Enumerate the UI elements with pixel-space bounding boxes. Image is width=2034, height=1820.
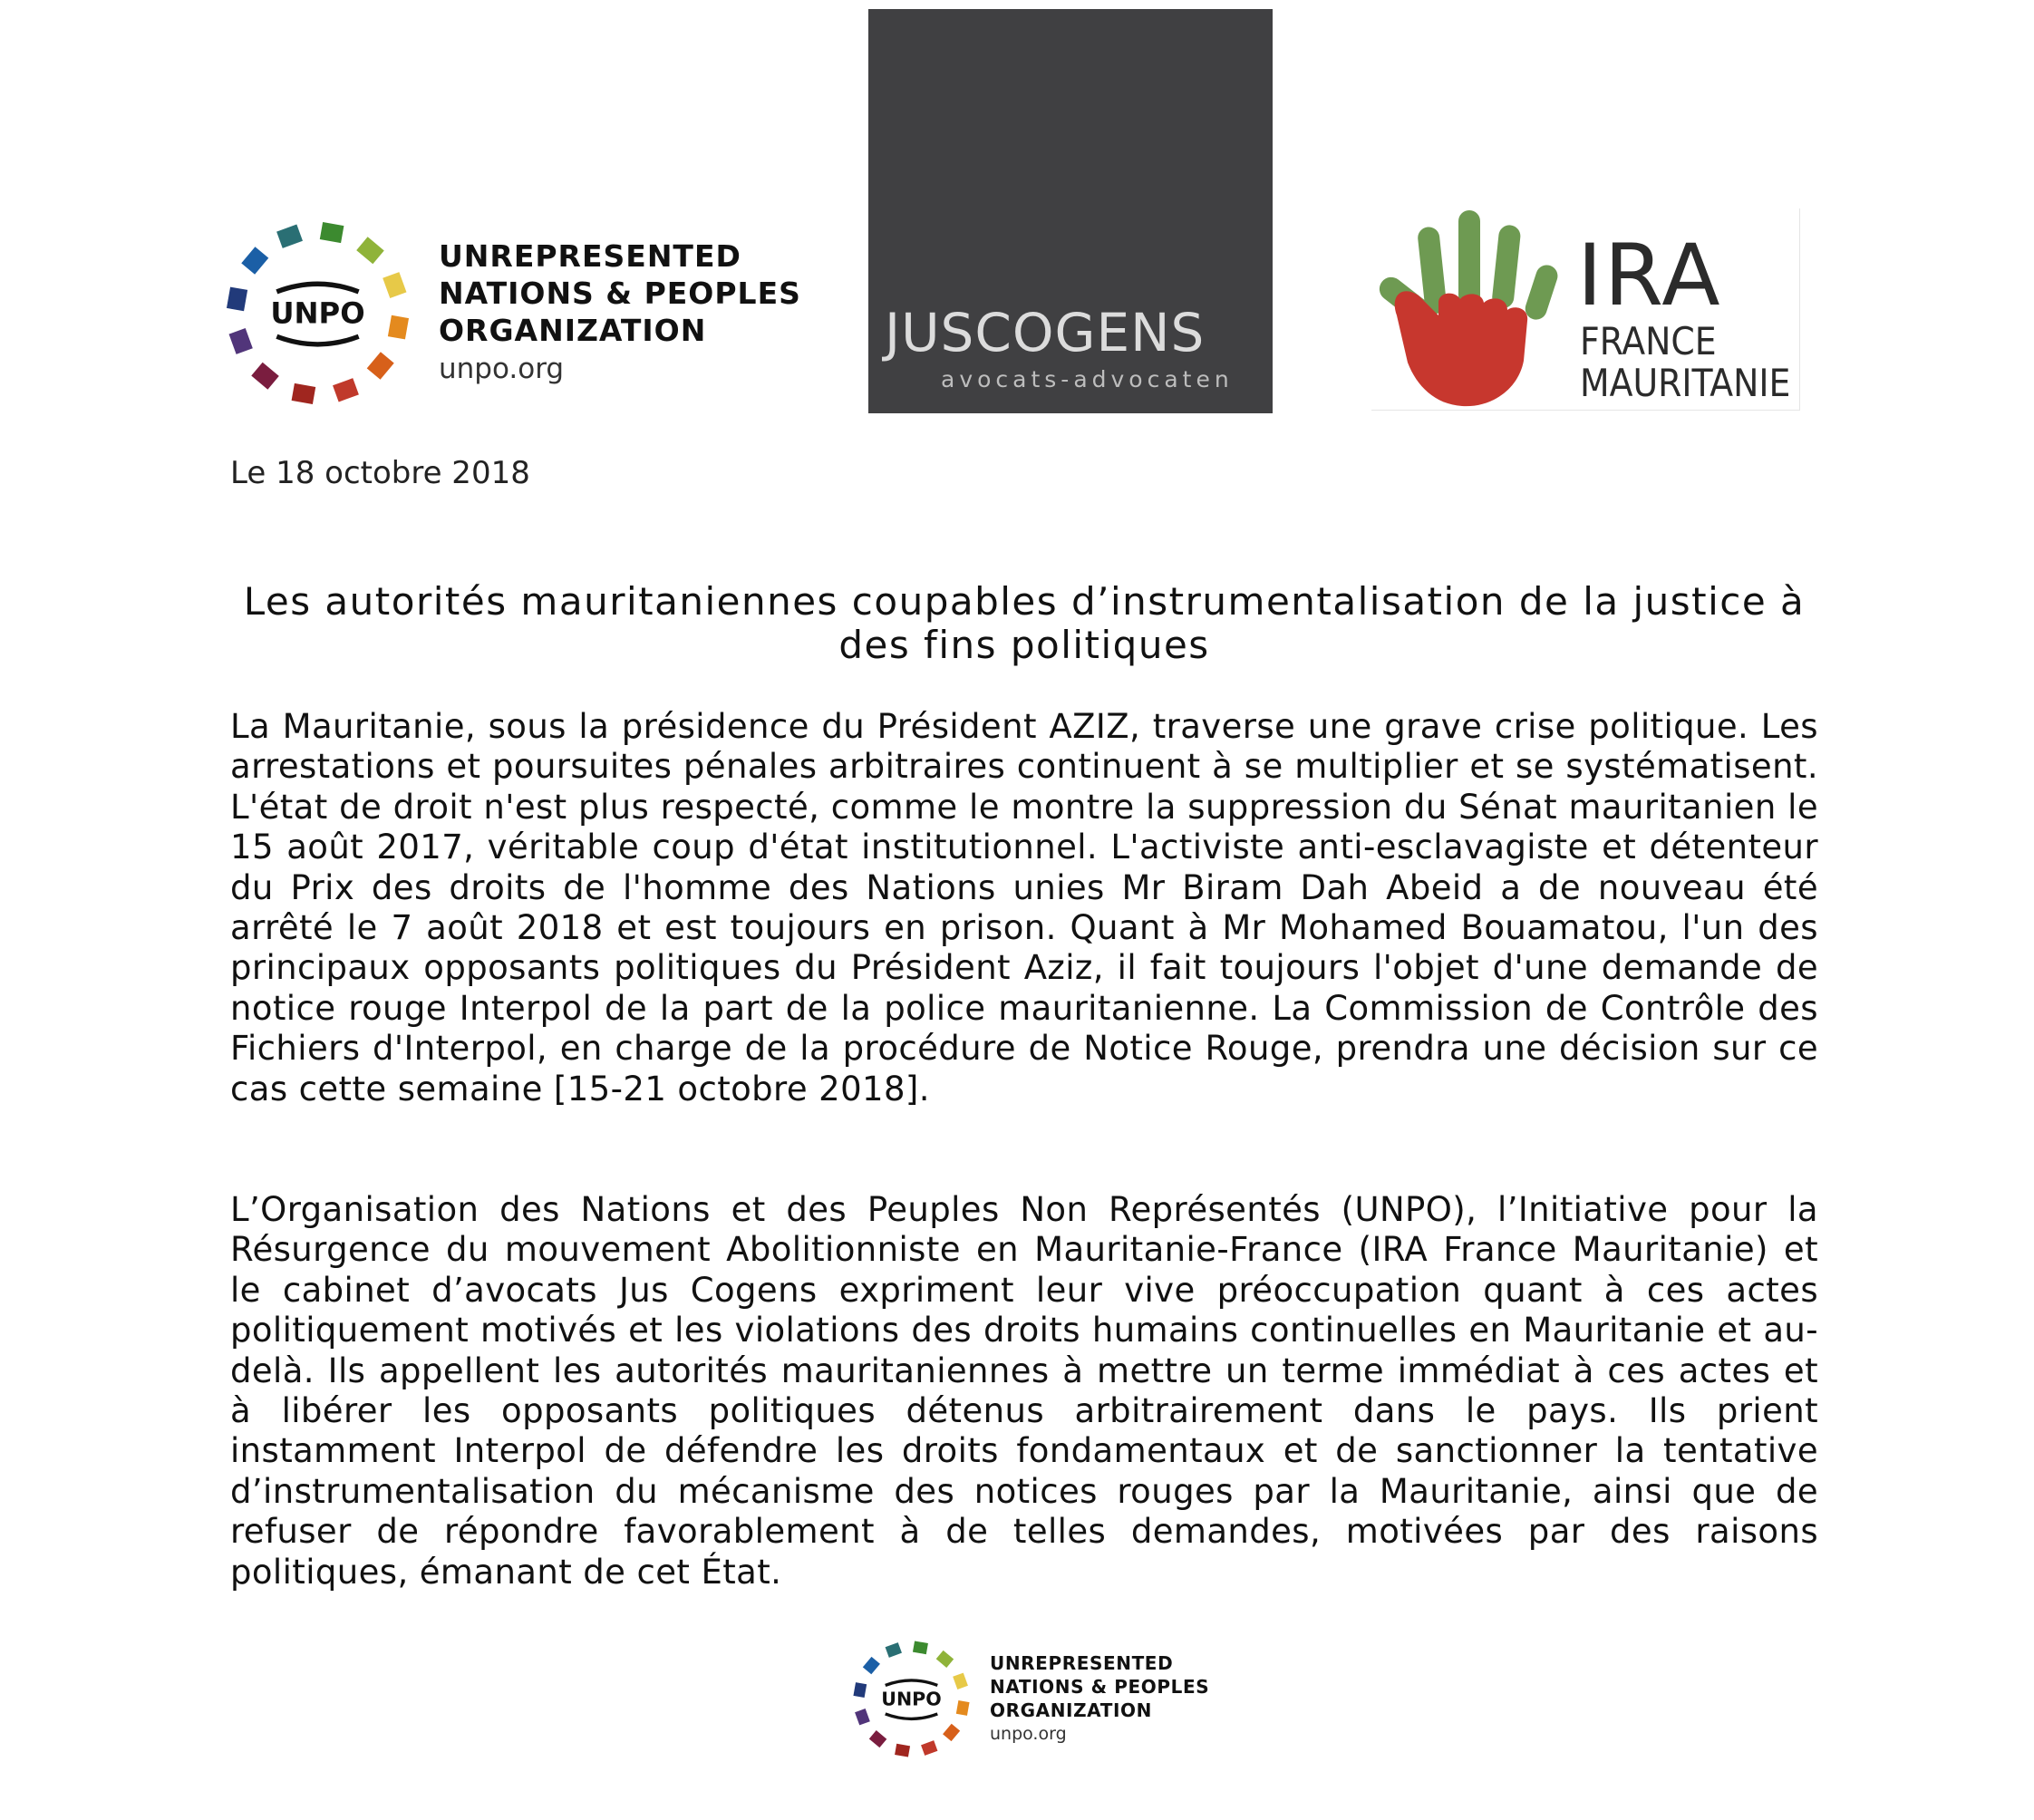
ring-segment	[886, 1642, 902, 1658]
unpo-ring-icon	[220, 216, 415, 411]
headline: Les autorités mauritaniennes coupables d’instrumentalisation de la justice à des fins politiques	[243, 579, 1806, 667]
paragraph-1: La Mauritanie, sous la présidence du Président AZIZ, traverse une grave crise politique. Les arrestations et poursuites pénales arbitraires continuent à se multiplier et se systématisent. L'état de droit n'est plus respecté, comme le montre la suppression du Sénat mauritanien le 15 août 2017, véritable coup d'état institutionnel. L'activiste anti-esclavagiste et détenteur du Prix des droits de l'homme des Nations unies Mr Biram Dah Abeid a de nouveau été arrêté le 7 août 2018 et est toujours en prison. Quant à Mr Mohamed Bouamatou, l'un des principaux opposants politiques du Président Aziz, il fait toujours l'objet d'une demande de notice rouge Interpol de la part de la police mauritanienne. La Commission de Contrôle des Fichiers d'Interpol, en charge de la procédure de Notice Rouge, prendra une décision sur ce cas cette semaine [15-21 octobre 2018].	[230, 707, 1818, 1108]
ring-segment	[367, 352, 394, 380]
ring-segment	[895, 1744, 910, 1757]
unpo-name-line-1: UNREPRESENTED	[990, 1652, 1174, 1674]
ring-segment	[356, 237, 384, 264]
paragraph-2: L’Organisation des Nations et des Peuples Non Représentés (UNPO), l’Initiative pour la Résurgence du mouvement Abolitionniste en Mauritanie-France (IRA France Mauritanie) et le cabinet d’avocats Jus Cogens expriment leur vive préoccupation quant à ces actes politiquement motivés et les violations des droits humains continuelles en Mauritanie et au-delà. Ils appellent les autorités mauritaniennes à mettre un terme immédiat à ces actes et à libérer les opposants politiques détenus arbitrairement dans le pays. Ils prient instamment Interpol de défendre les droits fondamentaux et de sanctionner la tentative d’instrumentalisation du mécanisme des notices rouges par la Mauritanie, ainsi que de refuser de répondre favorablement à de telles demandes, motivées par des raisons politiques, émanant de cet État.	[230, 1190, 1818, 1592]
unpo-name-line-3: ORGANIZATION	[439, 313, 707, 348]
ring-bottom-arc	[276, 336, 358, 344]
ring-segment	[855, 1709, 870, 1725]
hand-icon	[1371, 208, 1562, 410]
ring-segment	[227, 287, 247, 312]
ring-segment	[229, 328, 253, 354]
ring-label: UNPO	[881, 1688, 942, 1710]
hand-palm	[1395, 291, 1527, 406]
hand-finger	[1458, 210, 1480, 306]
ira-france-mauritanie-logo	[1371, 208, 1800, 411]
document-date: Le 18 octobre 2018	[230, 455, 530, 491]
ring-segment	[853, 1682, 867, 1698]
unpo-name-line-2: NATIONS & PEOPLES	[990, 1676, 1210, 1698]
ring-top-arc	[886, 1680, 938, 1685]
unpo-wordmark	[990, 1651, 1209, 1747]
ring-segment	[943, 1724, 960, 1741]
unpo-ring-icon	[849, 1637, 973, 1761]
unpo-url: unpo.org	[990, 1724, 1067, 1744]
unpo-ring-emblem	[849, 1637, 973, 1761]
ring-label: UNPO	[270, 295, 365, 331]
hand-finger	[1523, 262, 1561, 322]
ring-segment	[292, 383, 316, 404]
ring-segment	[913, 1641, 928, 1654]
unpo-name-line-1: UNREPRESENTED	[439, 238, 741, 274]
hand-finger	[1491, 224, 1521, 309]
unpo-name-line-2: NATIONS & PEOPLES	[439, 276, 801, 311]
ring-segment	[241, 247, 268, 275]
ring-segment	[251, 363, 279, 390]
ring-segment	[333, 378, 359, 402]
unpo-name-line-3: ORGANIZATION	[990, 1699, 1152, 1721]
ring-segment	[863, 1657, 880, 1674]
juscogens-wordmark: JUSCOGENS	[885, 302, 1206, 363]
ring-segment	[320, 222, 344, 243]
ring-segment	[953, 1673, 968, 1689]
juscogens-subtitle: avocats-advocaten	[941, 366, 1234, 392]
ring-segment	[383, 272, 406, 298]
juscogens-logo	[868, 9, 1273, 413]
ring-bottom-arc	[886, 1714, 938, 1718]
ring-segment	[956, 1700, 970, 1716]
unpo-wordmark	[439, 237, 801, 389]
unpo-logo-bottom	[849, 1637, 1209, 1761]
ring-segment	[869, 1730, 886, 1747]
ira-line-mauritanie: MAURITANIE	[1580, 361, 1791, 405]
unpo-url: unpo.org	[439, 353, 565, 385]
ira-line-france: FRANCE	[1580, 319, 1717, 363]
unpo-logo-top	[220, 216, 801, 411]
unpo-ring-emblem	[220, 216, 415, 411]
ring-segment	[276, 225, 303, 248]
ring-segment	[388, 315, 409, 340]
ring-top-arc	[276, 284, 358, 292]
ring-segment	[921, 1740, 937, 1756]
ira-title: IRA	[1577, 227, 1722, 325]
ring-segment	[936, 1651, 954, 1668]
